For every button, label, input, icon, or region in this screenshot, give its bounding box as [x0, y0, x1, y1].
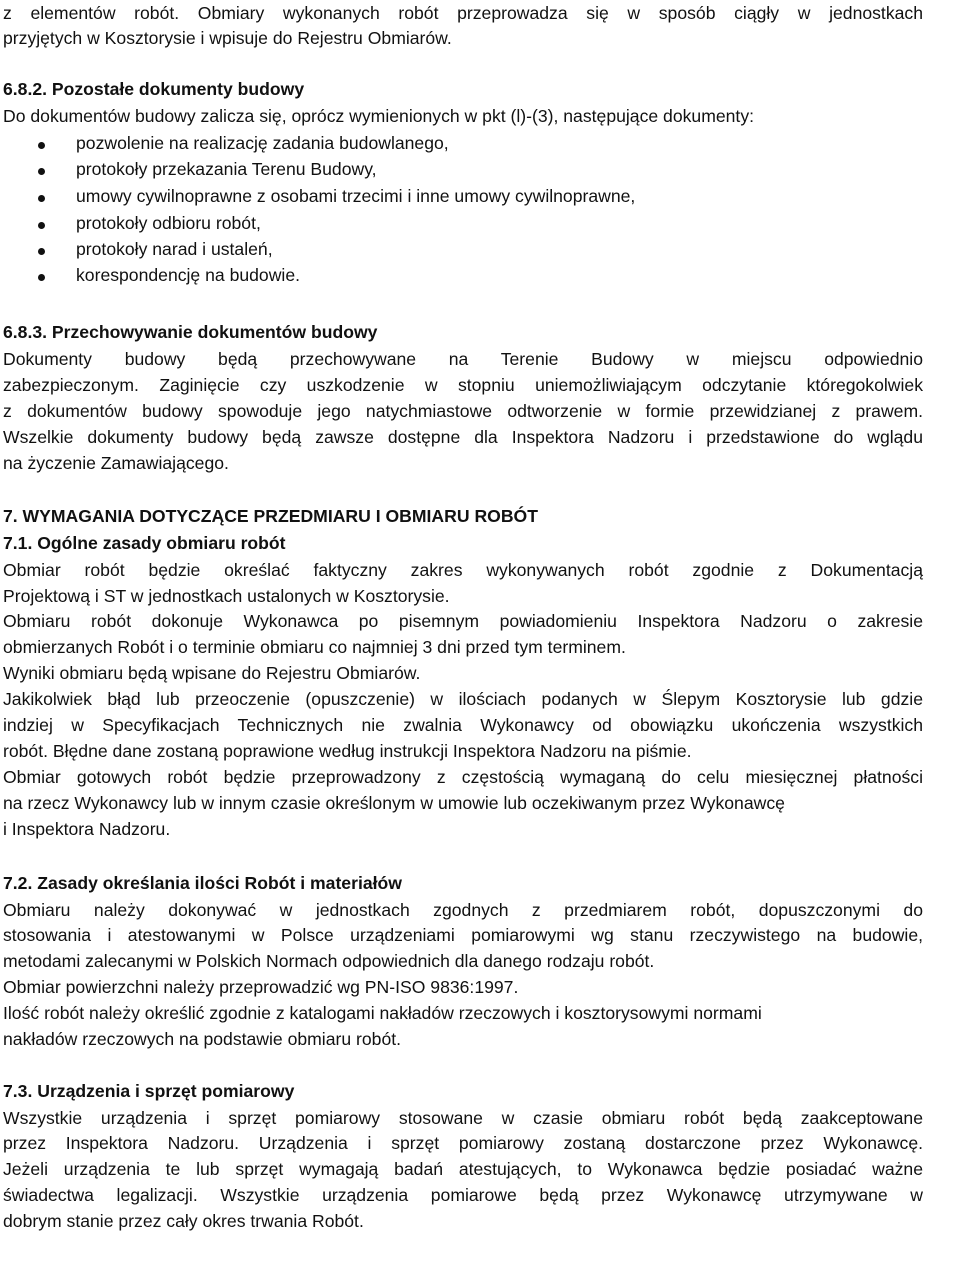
list-item: pozwolenie na realizację zadania budowlanego, [76, 133, 449, 153]
text-line: Do dokumentów budowy zalicza się, oprócz wymienionych w pkt (l)-(3), następujące dokumenty: [3, 106, 754, 126]
section-heading: 7.2. Zasady określania ilości Robót i materiałów [3, 873, 402, 893]
bullet-icon [38, 274, 45, 281]
section-heading: 6.8.2. Pozostałe dokumenty budowy [3, 79, 305, 99]
text-line: przyjętych w Kosztorysie i wpisuje do Rejestru Obmiarów. [3, 28, 452, 48]
text-line: Wszelkie dokumenty budowy będą zawsze dostępne dla Inspektora Nadzoru i przedstawione do wglądu [3, 427, 923, 447]
bullet-icon [38, 195, 45, 202]
text-line: obmierzanych Robót i o terminie obmiaru co najmniej 3 dni przed tym terminem. [3, 637, 626, 657]
text-line: świadectwa legalizacji. Wszystkie urządzenia pomiarowe będą przez Wykonawcę utrzymywane w [3, 1185, 923, 1205]
chapter-heading: 7. WYMAGANIA DOTYCZĄCE PRZEDMIARU I OBMIARU ROBÓT [3, 506, 538, 526]
text-line: Wszystkie urządzenia i sprzęt pomiarowy stosowane w czasie obmiaru robót będą zaakceptowane [3, 1108, 923, 1128]
text-line: Obmiar powierzchni należy przeprowadzić wg PN-ISO 9836:1997. [3, 977, 519, 997]
text-line: Dokumenty budowy będą przechowywane na Terenie Budowy w miejscu odpowiednio [3, 349, 923, 369]
text-line: robót. Błędne dane zostaną poprawione według instrukcji Inspektora Nadzoru na piśmie. [3, 741, 692, 761]
text-line: Ilość robót należy określić zgodnie z katalogami nakładów rzeczowych i kosztorysowymi normami [3, 1003, 762, 1023]
bullet-icon [38, 142, 45, 149]
text-line: Jakikolwiek błąd lub przeoczenie (opuszczenie) w ilościach podanych w Ślepym Kosztorysie lub gdzie [3, 689, 923, 709]
text-line: z elementów robót. Obmiary wykonanych robót przeprowadza się w sposób ciągły w jednostkach [3, 3, 923, 23]
text-line: przez Inspektora Nadzoru. Urządzenia i sprzęt pomiarowy zostaną dostarczone przez Wykonawcę. [3, 1133, 923, 1153]
list-item: umowy cywilnoprawne z osobami trzecimi i inne umowy cywilnoprawne, [76, 186, 636, 206]
text-line: Obmiar gotowych robót będzie przeprowadzony z częstością wymaganą do celu miesięcznej płatności [3, 767, 923, 787]
list-item: protokoły odbioru robót, [76, 213, 261, 233]
text-line: Jeżeli urządzenia te lub sprzęt wymagają badań atestujących, to Wykonawca będzie posiadać ważne [3, 1159, 923, 1179]
list-item: protokoły przekazania Terenu Budowy, [76, 159, 377, 179]
text-line: Projektową i ST w jednostkach ustalonych w Kosztorysie. [3, 586, 450, 606]
section-heading: 6.8.3. Przechowywanie dokumentów budowy [3, 322, 378, 342]
text-line: na życzenie Zamawiającego. [3, 453, 229, 473]
list-item: protokoły narad i ustaleń, [76, 239, 273, 259]
text-line: indziej w Specyfikacjach Technicznych nie zwalnia Wykonawcy od obowiązku ukończenia wszystkich [3, 715, 923, 735]
text-line: zabezpieczonym. Zaginięcie czy uszkodzenie w stopniu uniemożliwiającym odczytanie któregokolwiek [3, 375, 923, 395]
bullet-icon [38, 168, 45, 175]
bullet-icon [38, 248, 45, 255]
list-item: korespondencję na budowie. [76, 265, 300, 285]
text-line: dobrym stanie przez cały okres trwania Robót. [3, 1211, 364, 1231]
text-line: na rzecz Wykonawcy lub w innym czasie określonym w umowie lub oczekiwanym przez Wykonawcę [3, 793, 785, 813]
section-heading: 7.3. Urządzenia i sprzęt pomiarowy [3, 1081, 295, 1101]
text-line: Obmiaru należy dokonywać w jednostkach zgodnych z przedmiarem robót, dopuszczonymi do [3, 900, 923, 920]
text-line: stosowania i atestowanymi w Polsce urządzeniami pomiarowymi wg stanu rzeczywistego na budowie, [3, 925, 923, 945]
text-line: Wyniki obmiaru będą wpisane do Rejestru Obmiarów. [3, 663, 421, 683]
text-line: metodami zalecanymi w Polskich Normach odpowiednich dla danego rodzaju robót. [3, 951, 655, 971]
text-line: Obmiar robót będzie określać faktyczny zakres wykonywanych robót zgodnie z Dokumentacją [3, 560, 923, 580]
text-line: nakładów rzeczowych na podstawie obmiaru robót. [3, 1029, 402, 1049]
text-line: z dokumentów budowy spowoduje jego natychmiastowe odtworzenie w formie przewidzianej z prawem. [3, 401, 923, 421]
section-heading: 7.1. Ogólne zasady obmiaru robót [3, 533, 286, 553]
bullet-icon [38, 222, 45, 229]
text-line: i Inspektora Nadzoru. [3, 819, 171, 839]
text-line: Obmiaru robót dokonuje Wykonawca po pisemnym powiadomieniu Inspektora Nadzoru o zakresie [3, 611, 923, 631]
